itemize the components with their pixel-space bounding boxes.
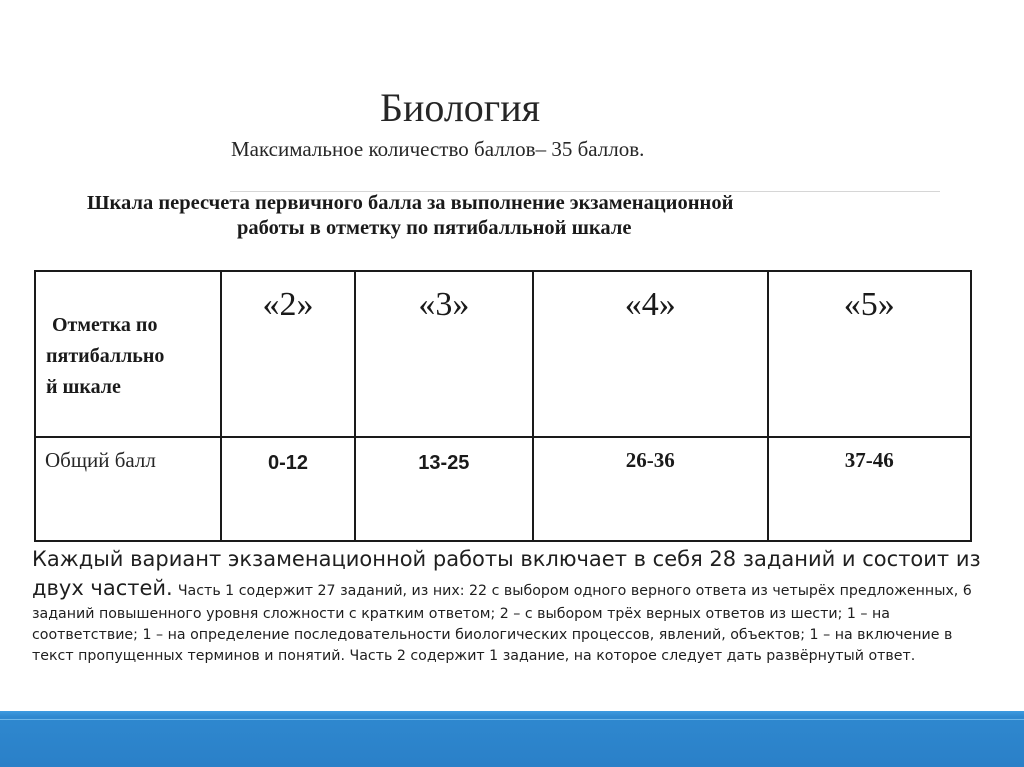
grade-conversion-table — [34, 270, 972, 542]
table-row-scores — [35, 437, 971, 541]
score-range-cell-5 — [768, 437, 971, 541]
grade-row-label-line-3: й шкале — [46, 376, 121, 398]
score-range-value: 26-36 — [625, 448, 675, 472]
grade-value: «4» — [624, 286, 676, 323]
footer-bar-stripe — [0, 719, 1024, 720]
grade-cell-5 — [768, 271, 971, 437]
score-row-label: Общий балл — [45, 448, 156, 472]
exam-description-body: Часть 1 содержит 27 заданий, из них: 22 с выбором одного верного ответа из четырёх предложенных, 6 заданий повышенного уровня сложности с кратким ответом; 2 – с выбором трёх верных ответов из шести; 1 – на соответствие; 1 – на определение последовательности биологических процессов, явлений, объектов; 1 – на включение в текст пропущенных терминов и понятий. Часть 2 содержит 1 задание, на которое следует дать развёрнутый ответ. — [32, 583, 972, 664]
scale-heading-line-2: работы в отметку по пятибалльной шкале — [237, 217, 632, 239]
score-row-label-cell — [35, 437, 221, 541]
grade-value: «5» — [843, 286, 895, 323]
score-range-value: 37-46 — [844, 448, 894, 472]
scale-heading — [40, 191, 900, 241]
grade-row-label — [36, 272, 220, 403]
grade-row-label-line-1: Отметка по — [52, 314, 158, 336]
grade-value: «2» — [262, 286, 314, 323]
page-title: Биология — [380, 85, 541, 130]
footer-bar — [0, 711, 1024, 767]
score-range-value: 0-12 — [268, 452, 309, 474]
grade-cell-4 — [533, 271, 768, 437]
grade-value: «3» — [418, 286, 470, 323]
score-range-cell-3 — [355, 437, 533, 541]
score-range-value: 13-25 — [418, 452, 470, 474]
grade-row-label-cell — [35, 271, 221, 437]
grade-row-label-line-2: пятибалльно — [46, 345, 165, 367]
grade-cell-3 — [355, 271, 533, 437]
score-range-cell-2 — [221, 437, 354, 541]
exam-description — [32, 545, 994, 666]
grade-cell-2 — [221, 271, 354, 437]
max-score-subtitle: Максимальное количество баллов– 35 баллов. — [231, 137, 645, 161]
scale-heading-line-1: Шкала пересчета первичного балла за выполнение экзаменационной — [87, 192, 734, 214]
table-row-grades — [35, 271, 971, 437]
exam-description-lead: Каждый вариант экзаменационной работы включает в себя 28 заданий и состоит из двух частей. — [32, 547, 981, 600]
score-range-cell-4 — [533, 437, 768, 541]
